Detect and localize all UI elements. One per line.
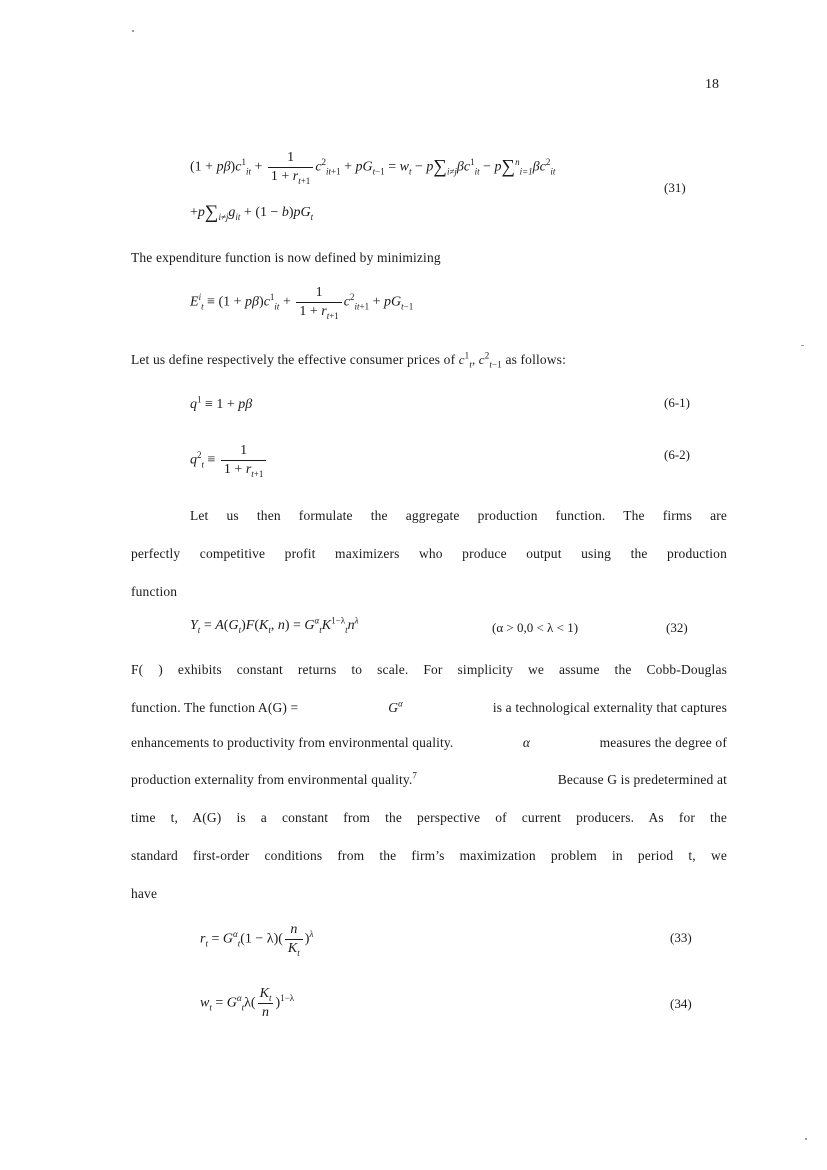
paragraph-externality-line1: F( ) exhibits constant returns to scale. For simplicity we assume the Cobb-Douglas (131, 662, 727, 677)
equation-number-6-2: (6-2) (664, 447, 690, 462)
scan-speck (132, 30, 134, 32)
paragraph-production-line3: function (131, 584, 178, 599)
paragraph-production-line1: Let us then formulate the aggregate production function. The firms are (190, 508, 727, 523)
paragraph-externality-line3: enhancements to productivity from environmental quality. α measures the degree of (131, 735, 727, 750)
equation-number-34: (34) (670, 996, 692, 1011)
equation-34: $w_t = G^\alpha_t\lambda$( $\frac{K_t}{n}$ )$^{1-\lambda}$ (200, 986, 295, 1020)
equation-6-1: $q^1 \equiv 1 + p\beta$ (190, 394, 253, 412)
paragraph-externality-line4: production externality from environmental quality.$^7$ Because G is predetermined at (131, 770, 727, 787)
paragraph-externality-line2: function. The function A(G) = $G^\alpha$ is a technological externality that captures (131, 698, 727, 715)
equation-32: $Y_t = A(G_t)F(K_t$, $n) = G^\alpha_tK^{1-\lambda}_tn^\lambda$ (190, 615, 359, 635)
paragraph-externality-line7: have (131, 886, 158, 901)
paragraph-production-line2: perfectly competitive profit maximizers who produce output using the production (131, 546, 727, 561)
equation-number-6-1: (6-1) (664, 395, 690, 410)
equation-number-31: (31) (664, 180, 686, 195)
paragraph-externality-line6: standard first-order conditions from the firm’s maximization problem in period t, we (131, 848, 727, 863)
scan-speck (805, 1138, 807, 1140)
equation-31-line2: $+p\sum_{i\ne j}g_{it} + (1 - b)pG_t$ (190, 202, 314, 223)
equation-expenditure: $E^i_t \equiv (1 + p\beta)c^1_{it}$ + $\frac{1}{1 + r_{t+1}}$ $c^2_{it+1} + pG_{t-1}$ (190, 285, 414, 321)
equation-number-32: (32) (666, 620, 688, 635)
equation-6-2: $q^2_t$ ≡ $\frac{1}{1 + r_{t+1}}$ (190, 443, 268, 478)
page-number: 18 (705, 77, 719, 92)
paragraph-externality-line5: time t, A(G) is a constant from the perspective of current producers. As for the (131, 810, 727, 825)
equation-32-conditions: (α > 0,0 < λ < 1) (492, 620, 579, 635)
equation-33: $r_t = G^\alpha_t(1 - \lambda)$( $\frac{n}{K_t}$ )$^\lambda$ (200, 922, 314, 958)
equation-number-33: (33) (670, 930, 692, 945)
equation-31-line1: $(1 + p\beta)c^1_{it}$ + $\frac{1}{1 + r_{t+1}}$ $c^2_{it+1} + pG_{t-1} = w_t - p\sum_{i\ne j}\beta c^1_{it} - p\sum^n_{i=1}\beta c^2_{it}$ (190, 150, 556, 186)
scan-speck (801, 345, 804, 346)
footnote-marker: 7 (412, 770, 418, 781)
paragraph-expenditure: The expenditure function is now defined by minimizing (131, 250, 441, 265)
paragraph-consumer-prices: Let us define respectively the effective consumer prices of $c^1_t$, $c^2_{t-1}$ as follows: (131, 350, 566, 370)
